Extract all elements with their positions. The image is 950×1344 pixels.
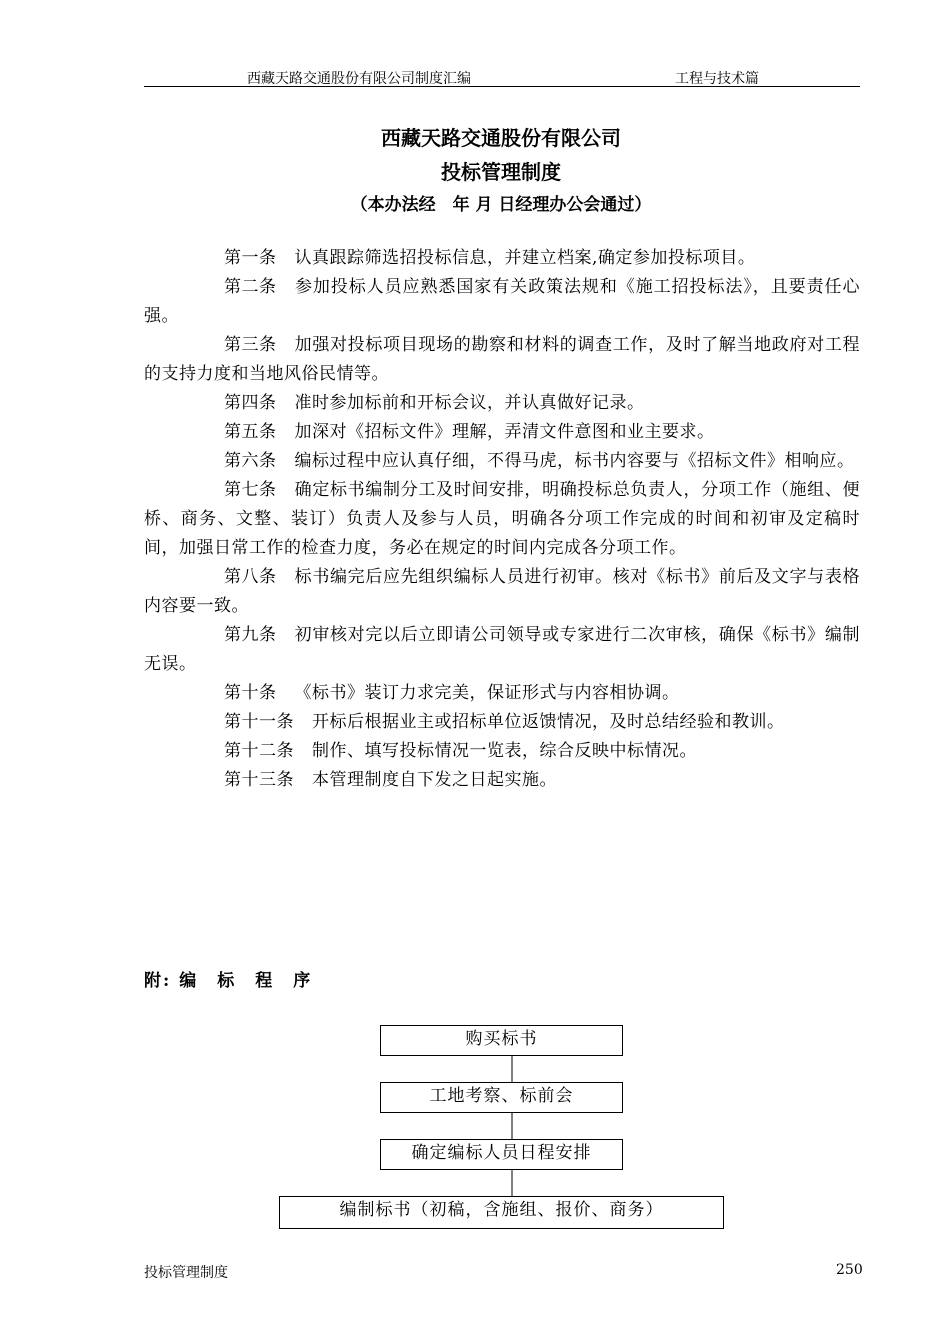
article-text: 《标书》装订力求完美，保证形式与内容相协调。	[294, 683, 680, 703]
article-5	[144, 418, 860, 447]
article-text: 标书编完后应先组织编标人员进行初审。核对《标书》前后及文字与表格内容要一致。	[144, 567, 860, 616]
article-label: 第四条	[224, 393, 277, 413]
appendix-title: 附: 编 标 程 序	[144, 971, 313, 991]
flow-step-site-survey	[380, 1082, 623, 1113]
article-13	[144, 766, 860, 795]
flow-step-label: 编制标书（初稿，含施组、报价、商务）	[339, 1200, 664, 1220]
article-label: 第六条	[224, 451, 277, 471]
header-rule	[144, 86, 860, 87]
document-title: 投标管理制度	[441, 160, 561, 184]
article-label: 第一条	[224, 248, 277, 268]
article-text: 参加投标人员应熟悉国家有关政策法规和《施工招投标法》，且要责任心强。	[144, 277, 860, 326]
article-6	[144, 447, 860, 476]
article-label: 第十三条	[224, 770, 294, 790]
company-title: 西藏天路交通股份有限公司	[381, 126, 621, 150]
article-label: 第十条	[224, 683, 277, 703]
article-text: 本管理制度自下发之日起实施。	[312, 770, 557, 790]
flow-step-label: 购买标书	[465, 1029, 538, 1049]
article-label: 第十二条	[224, 741, 294, 761]
article-text: 确定标书编制分工及时间安排，明确投标总负责人，分项工作（施组、便桥、商务、文整、装订）负责人及参与人员，明确各分项工作完成的时间和初审及定稿时间，加强日常工作的检查力度，务必在规定的时间内完成各分项工作。	[144, 480, 860, 558]
article-9	[144, 621, 860, 679]
article-4	[144, 389, 860, 418]
article-10	[144, 679, 860, 708]
article-label: 第七条	[224, 480, 277, 500]
articles-body	[144, 244, 860, 795]
article-label: 第十一条	[224, 712, 294, 732]
article-3	[144, 331, 860, 389]
article-text: 准时参加标前和开标会议，并认真做好记录。	[294, 393, 645, 413]
article-label: 第八条	[224, 567, 277, 587]
article-text: 编标过程中应认真仔细，不得马虎，标书内容要与《招标文件》相响应。	[294, 451, 855, 471]
article-8	[144, 563, 860, 621]
article-label: 第五条	[224, 422, 277, 442]
flow-step-draft-bid	[279, 1196, 724, 1229]
article-11	[144, 708, 860, 737]
flow-step-schedule	[380, 1139, 623, 1170]
article-12	[144, 737, 860, 766]
footer-left-text: 投标管理制度	[144, 1265, 228, 1281]
flow-step-label: 确定编标人员日程安排	[411, 1143, 592, 1163]
article-label: 第九条	[224, 625, 277, 645]
article-label: 第二条	[224, 277, 277, 297]
article-text: 开标后根据业主或招标单位返馈情况，及时总结经验和教训。	[312, 712, 785, 732]
article-text: 加深对《招标文件》理解，弄清文件意图和业主要求。	[294, 422, 715, 442]
article-text: 加强对投标项目现场的勘察和材料的调查工作，及时了解当地政府对工程的支持力度和当地风俗民情等。	[144, 335, 860, 384]
article-text: 认真跟踪筛选招投标信息，并建立档案,确定参加投标项目。	[294, 248, 756, 268]
flow-step-purchase-bid	[380, 1025, 623, 1056]
page-number: 250	[836, 1262, 863, 1278]
header-left-text: 西藏天路交通股份有限公司制度汇编	[247, 71, 471, 87]
article-label: 第三条	[224, 335, 277, 355]
flow-step-label: 工地考察、标前会	[429, 1086, 574, 1106]
article-text: 初审核对完以后立即请公司领导或专家进行二次审核，确保《标书》编制无误。	[144, 625, 860, 674]
article-2	[144, 273, 860, 331]
header-right-text: 工程与技术篇	[675, 71, 759, 87]
article-1	[144, 244, 860, 273]
article-7	[144, 476, 860, 563]
article-text: 制作、填写投标情况一览表，综合反映中标情况。	[312, 741, 697, 761]
approval-note: （本办法经 年 月 日经理办公会通过）	[350, 195, 652, 215]
